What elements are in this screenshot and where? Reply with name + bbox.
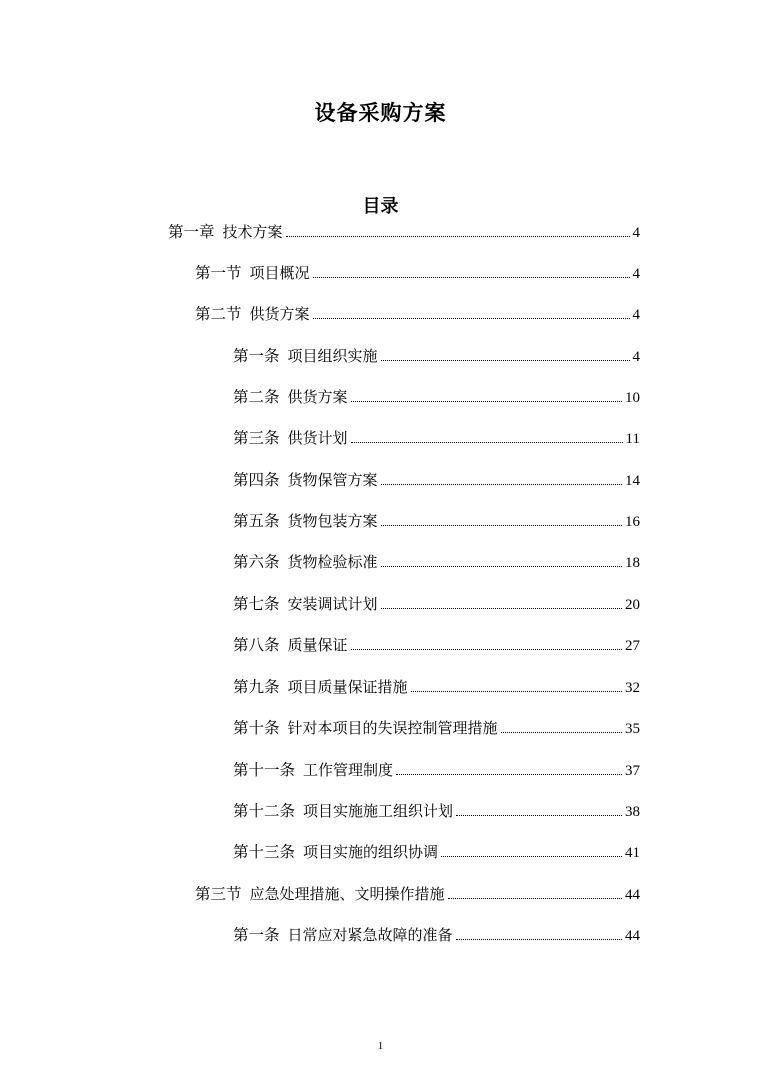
toc-heading: 目录 bbox=[362, 196, 399, 217]
toc-dot-leader bbox=[381, 525, 622, 526]
toc-entry-page: 14 bbox=[625, 473, 640, 489]
toc-dot-leader bbox=[381, 484, 622, 485]
toc-entry-page: 4 bbox=[632, 225, 640, 241]
toc-dot-leader bbox=[381, 566, 622, 567]
toc-dot-leader bbox=[313, 318, 630, 319]
toc-entry-title: 针对本项目的失误控制管理措施 bbox=[287, 719, 498, 737]
toc-entry-chapter-1[interactable] bbox=[168, 221, 640, 243]
toc-entry-title: 货物保管方案 bbox=[287, 471, 378, 489]
toc-entry-number: 第六条 bbox=[233, 554, 280, 571]
toc-dot-leader bbox=[441, 856, 622, 857]
toc-dot-leader bbox=[456, 815, 622, 816]
toc-entry-article[interactable] bbox=[233, 924, 640, 946]
toc-entry-section-2[interactable] bbox=[195, 303, 640, 325]
toc-entry-article[interactable] bbox=[233, 800, 640, 822]
toc-entry-article[interactable] bbox=[233, 551, 640, 573]
toc-entry-article[interactable] bbox=[233, 717, 640, 739]
toc-dot-leader bbox=[381, 608, 622, 609]
toc-entry-section-1[interactable] bbox=[195, 262, 640, 284]
toc-entry-number: 第十一条 bbox=[233, 762, 296, 779]
toc-entry-page: 35 bbox=[625, 721, 640, 737]
toc-entry-number: 第三条 bbox=[233, 430, 280, 447]
toc-dot-leader bbox=[456, 939, 622, 940]
toc-entry-title: 供货计划 bbox=[287, 429, 348, 447]
toc-entry-article[interactable] bbox=[233, 345, 640, 367]
toc-entry-number: 第一条 bbox=[233, 348, 280, 365]
toc-entry-title: 项目实施的组织协调 bbox=[303, 843, 439, 861]
toc-entry-page: 4 bbox=[632, 266, 640, 282]
toc-entry-page: 20 bbox=[625, 597, 640, 613]
toc-entry-number: 第三节 bbox=[195, 886, 242, 903]
toc-entry-page: 38 bbox=[625, 804, 640, 820]
toc-dot-leader bbox=[396, 774, 622, 775]
toc-entry-title: 项目质量保证措施 bbox=[287, 678, 408, 696]
toc-entry-number: 第五条 bbox=[233, 513, 280, 530]
toc-entry-page: 11 bbox=[625, 431, 640, 447]
toc-entry-article[interactable] bbox=[233, 676, 640, 698]
toc-entry-article[interactable] bbox=[233, 593, 640, 615]
toc-entry-article[interactable] bbox=[233, 427, 640, 449]
toc-entry-page: 37 bbox=[625, 763, 640, 779]
toc-entry-page: 27 bbox=[625, 638, 640, 654]
toc-entry-article[interactable] bbox=[233, 841, 640, 863]
toc-entry-page: 32 bbox=[625, 680, 640, 696]
toc-entry-title: 项目概况 bbox=[249, 264, 310, 282]
toc-entry-number: 第一条 bbox=[233, 927, 280, 944]
toc-entry-page: 41 bbox=[625, 845, 640, 861]
toc-dot-leader bbox=[313, 277, 630, 278]
toc-entry-number: 第九条 bbox=[233, 679, 280, 696]
toc-entry-title: 质量保证 bbox=[287, 636, 348, 654]
toc-entry-title: 项目实施施工组织计划 bbox=[303, 802, 454, 820]
toc-dot-leader bbox=[448, 898, 622, 899]
toc-entry-article[interactable] bbox=[233, 469, 640, 491]
toc-entry-title: 项目组织实施 bbox=[287, 347, 378, 365]
toc-entry-number: 第七条 bbox=[233, 596, 280, 613]
toc-entry-title: 应急处理措施、文明操作措施 bbox=[249, 885, 445, 903]
toc-entry-article[interactable] bbox=[233, 759, 640, 781]
toc-entry-number: 第十条 bbox=[233, 720, 280, 737]
page-number: 1 bbox=[377, 1040, 384, 1052]
toc-entry-page: 16 bbox=[625, 514, 640, 530]
toc-entry-number: 第一章 bbox=[168, 224, 215, 241]
toc-entry-number: 第八条 bbox=[233, 637, 280, 654]
toc-entry-title: 日常应对紧急故障的准备 bbox=[287, 926, 453, 944]
toc-dot-leader bbox=[351, 401, 622, 402]
toc-dot-leader bbox=[411, 691, 622, 692]
toc-dot-leader bbox=[351, 442, 623, 443]
toc-entry-page: 4 bbox=[632, 307, 640, 323]
toc-entry-number: 第二条 bbox=[233, 389, 280, 406]
toc-entry-page: 18 bbox=[625, 555, 640, 571]
toc-entry-page: 44 bbox=[625, 887, 640, 903]
toc-entry-page: 44 bbox=[625, 928, 640, 944]
toc-entry-title: 技术方案 bbox=[222, 223, 283, 241]
document-title: 设备采购方案 bbox=[314, 101, 447, 125]
toc-entry-title: 货物检验标准 bbox=[287, 553, 378, 571]
toc-entry-section-3[interactable] bbox=[195, 883, 640, 905]
toc-entry-article[interactable] bbox=[233, 386, 640, 408]
toc-entry-number: 第二节 bbox=[195, 306, 242, 323]
toc-dot-leader bbox=[286, 236, 630, 237]
toc-entry-title: 供货方案 bbox=[249, 305, 310, 323]
toc-entry-title: 工作管理制度 bbox=[303, 761, 394, 779]
toc-dot-leader bbox=[351, 649, 622, 650]
toc-entry-number: 第四条 bbox=[233, 472, 280, 489]
toc-entry-title: 货物包装方案 bbox=[287, 512, 378, 530]
toc-dot-leader bbox=[381, 360, 630, 361]
toc-entry-number: 第一节 bbox=[195, 265, 242, 282]
toc-entry-number: 第十三条 bbox=[233, 844, 296, 861]
toc-entry-article[interactable] bbox=[233, 634, 640, 656]
toc-entry-number: 第十二条 bbox=[233, 803, 296, 820]
toc-dot-leader bbox=[501, 732, 622, 733]
toc-entry-page: 4 bbox=[632, 349, 640, 365]
toc-entry-title: 供货方案 bbox=[287, 388, 348, 406]
toc-entry-article[interactable] bbox=[233, 510, 640, 532]
toc-entry-title: 安装调试计划 bbox=[287, 595, 378, 613]
toc-entry-page: 10 bbox=[625, 390, 640, 406]
